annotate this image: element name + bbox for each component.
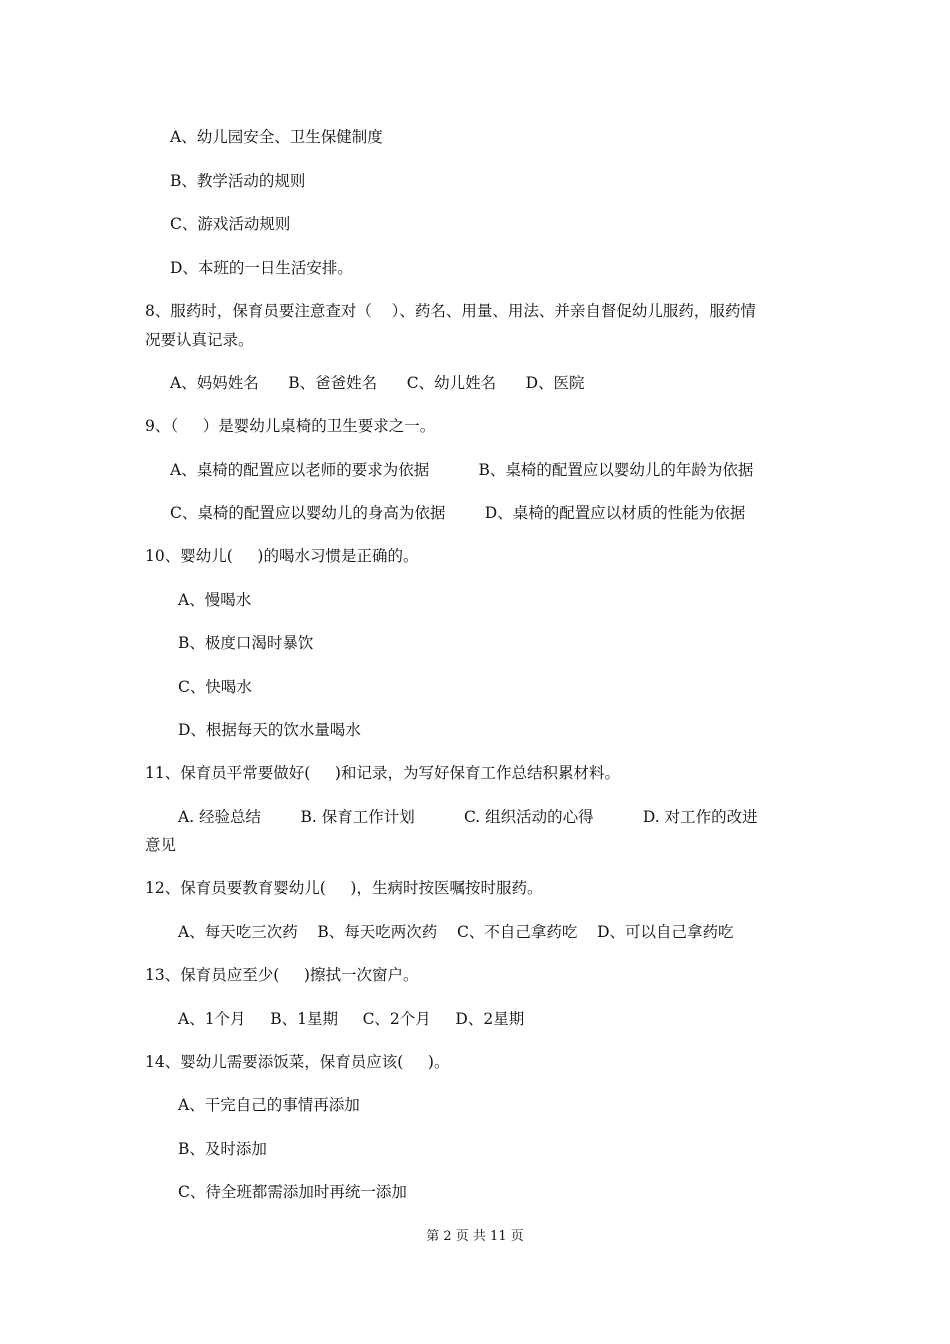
- option-14c: C、待全班都需添加时再统一添加: [178, 1183, 407, 1201]
- question-8-cont: 况要认真记录。: [145, 331, 254, 349]
- option-10a: A、慢喝水: [178, 591, 252, 609]
- option-14a: A、干完自己的事情再添加: [178, 1096, 360, 1114]
- option-7d: D、本班的一日生活安排。: [170, 259, 353, 277]
- options-12: A、每天吃三次药 B、每天吃两次药 C、不自己拿药吃 D、可以自己拿药吃: [178, 923, 734, 941]
- option-7c: C、游戏活动规则: [170, 215, 291, 233]
- options-11: A. 经验总结 B. 保育工作计划 C. 组织活动的心得 D. 对工作的改进: [178, 808, 758, 826]
- options-9-ab: A、桌椅的配置应以老师的要求为依据 B、桌椅的配置应以婴幼儿的年龄为依据: [170, 461, 754, 479]
- question-11: 11、保育员平常要做好( )和记录，为写好保育工作总结积累材料。: [145, 764, 620, 782]
- option-10c: C、快喝水: [178, 678, 252, 696]
- question-10: 10、婴幼儿( )的喝水习惯是正确的。: [145, 547, 419, 565]
- question-14: 14、婴幼儿需要添饭菜，保育员应该( )。: [145, 1053, 450, 1071]
- question-8: 8、服药时，保育员要注意查对（ ）、药名、用量、用法、并亲自督促幼儿服药，服药情: [145, 302, 756, 320]
- options-8: A、妈妈姓名 B、爸爸姓名 C、幼儿姓名 D、医院: [170, 374, 585, 392]
- options-11-cont: 意见: [145, 836, 177, 854]
- question-13: 13、保育员应至少( )擦拭一次窗户。: [145, 966, 419, 984]
- option-10d: D、根据每天的饮水量喝水: [178, 721, 361, 739]
- options-9-cd: C、桌椅的配置应以婴幼儿的身高为依据 D、桌椅的配置应以材质的性能为依据: [170, 504, 746, 522]
- page-footer: 第 2 页 共 11 页: [426, 1229, 524, 1244]
- option-10b: B、极度口渴时暴饮: [178, 634, 314, 652]
- question-9: 9、（ ）是婴幼儿桌椅的卫生要求之一。: [145, 417, 436, 435]
- question-12: 12、保育员要教育婴幼儿( )，生病时按医嘱按时服药。: [145, 879, 543, 897]
- option-14b: B、及时添加: [178, 1140, 267, 1158]
- options-13: A、1个月 B、1星期 C、2个月 D、2星期: [178, 1010, 525, 1028]
- option-7b: B、教学活动的规则: [170, 172, 306, 190]
- option-7a: A、幼儿园安全、卫生保健制度: [170, 128, 383, 146]
